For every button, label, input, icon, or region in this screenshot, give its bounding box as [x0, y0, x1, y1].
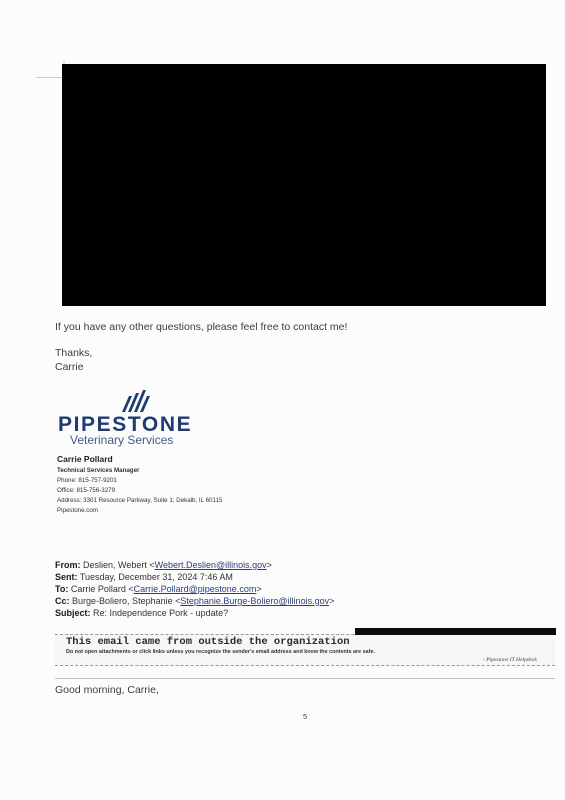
signature-website: Pipestone.com: [57, 507, 98, 514]
closing-question: If you have any other questions, please feel free to contact me!: [55, 321, 348, 333]
to-end: >: [256, 584, 262, 594]
company-logo-name: PIPESTONE: [58, 413, 193, 436]
quoted-sent-line: [55, 572, 233, 582]
signature-title: Technical Services Manager: [57, 467, 140, 474]
to-label: To:: [55, 584, 69, 594]
cc-name: Burge-Boliero, Stephanie <: [72, 596, 181, 606]
redaction-block: [62, 64, 546, 306]
quoted-subject-line: [55, 608, 228, 618]
banner-title: This email came from outside the organization: [66, 636, 350, 648]
page-number: 5: [303, 712, 308, 721]
quoted-from-line: [55, 560, 272, 570]
banner-signoff: - Pipestone IT Helpdesk: [483, 657, 537, 663]
quoted-to-line: [55, 584, 262, 594]
company-logo-subtitle: Veterinary Services: [70, 433, 174, 447]
from-email-link[interactable]: Webert.Deslien@illinois.gov: [154, 560, 267, 570]
signature-name: Carrie Pollard: [57, 454, 113, 464]
greeting: Good morning, Carrie,: [55, 684, 159, 696]
quoted-cc-line: [55, 596, 334, 606]
subject-value: Re: Independence Pork - update?: [93, 608, 229, 618]
from-end: >: [266, 560, 272, 570]
thanks-line: Thanks,: [55, 347, 93, 359]
divider-line: [55, 678, 555, 679]
pipestone-logo-icon: [118, 390, 152, 412]
from-label: From:: [55, 560, 81, 570]
cc-end: >: [329, 596, 335, 606]
scan-artifact: [63, 62, 65, 63]
to-email-link[interactable]: Carrie.Pollard@pipestone.com: [133, 584, 257, 594]
signature-phone: Phone: 815-757-9201: [57, 477, 117, 484]
sender-first-name: Carrie: [55, 361, 84, 373]
sent-value: Tuesday, December 31, 2024 7:46 AM: [79, 572, 233, 582]
banner-warning-text: Do not open attachments or click links unless you recognize the sender's email address and know the contents are safe.: [66, 649, 375, 655]
subject-label: Subject:: [55, 608, 91, 618]
signature-address: Address: 3301 Resource Parkway, Suite 1; Dekalb, IL 60115: [57, 497, 223, 504]
signature-office: Office: 815-756-3279: [57, 487, 116, 494]
banner-redaction-bar: [355, 628, 556, 635]
scan-artifact: [36, 77, 62, 78]
from-name: Deslien, Webert <: [83, 560, 155, 570]
to-name: Carrie Pollard <: [70, 584, 134, 594]
cc-label: Cc:: [55, 596, 70, 606]
sent-label: Sent:: [55, 572, 78, 582]
cc-email-link[interactable]: Stephanie.Burge-Boliero@illinois.gov: [180, 596, 330, 606]
